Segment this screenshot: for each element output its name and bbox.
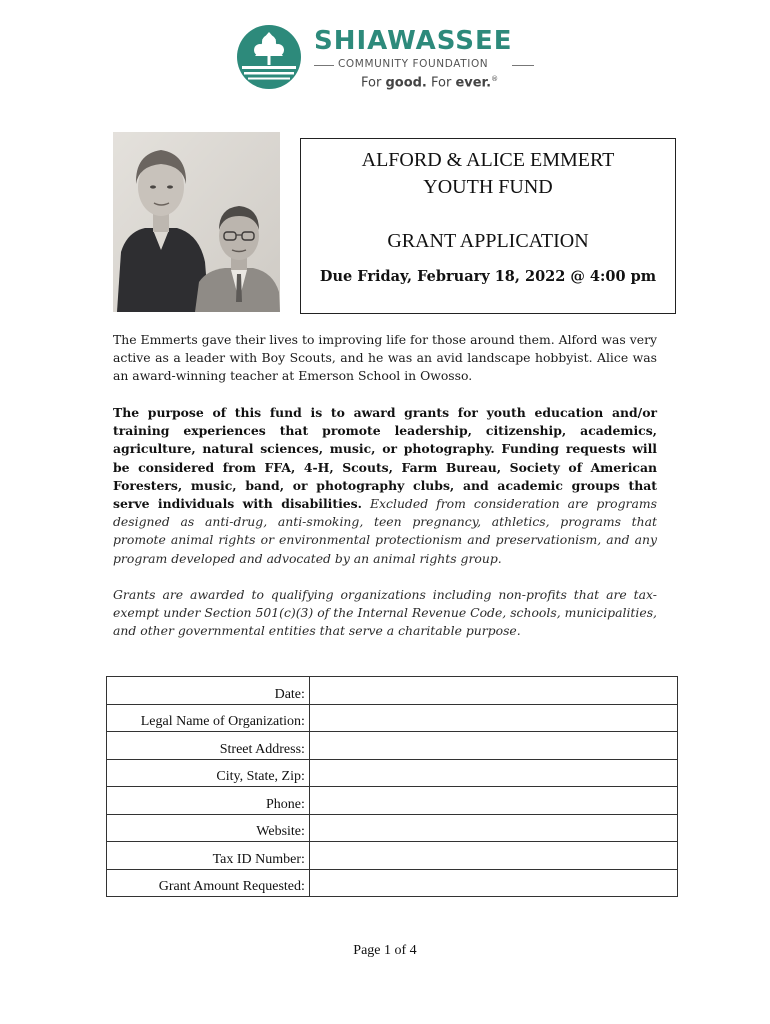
form-row-tax-id xyxy=(107,842,678,870)
form-label-tax-id: Tax ID Number: xyxy=(107,842,310,870)
phone-input[interactable] xyxy=(310,787,677,814)
legal-name-input[interactable] xyxy=(310,705,677,732)
street-address-input[interactable] xyxy=(310,732,677,759)
form-cell-grant-amount xyxy=(309,869,677,897)
form-label-street-address: Street Address: xyxy=(107,732,310,760)
emmert-portrait-photo xyxy=(113,132,280,312)
city-state-zip-input[interactable] xyxy=(310,760,677,787)
form-cell-website xyxy=(309,814,677,842)
logo-subtitle: COMMUNITY FOUNDATION xyxy=(338,58,489,70)
grant-amount-input[interactable] xyxy=(310,870,677,897)
form-row-city-state-zip xyxy=(107,759,678,787)
tax-id-input[interactable] xyxy=(310,842,677,869)
eligibility-paragraph: Grants are awarded to qualifying organizations including non-profits that are tax-exempt under Section 501(c)(3) of the Internal Revenue Code, schools, municipalities, and other governmental entities that serve a charitable purpose. xyxy=(113,587,657,639)
logo-name: SHIAWASSEE xyxy=(314,26,513,56)
form-cell-city-state-zip xyxy=(309,759,677,787)
logo-rule-left xyxy=(314,65,334,66)
form-row-legal-name xyxy=(107,704,678,732)
form-label-grant-amount: Grant Amount Requested: xyxy=(107,869,310,897)
purpose-paragraph xyxy=(113,404,657,568)
form-row-grant-amount xyxy=(107,869,678,897)
fund-name-line-2: YOUTH FUND xyxy=(423,176,553,198)
logo-tagline xyxy=(361,75,498,90)
tagline-ever: ever. xyxy=(455,75,492,91)
due-date: Due Friday, February 18, 2022 @ 4:00 pm xyxy=(319,268,657,285)
form-cell-phone xyxy=(309,787,677,815)
form-label-legal-name: Legal Name of Organization: xyxy=(107,704,310,732)
form-cell-street-address xyxy=(309,732,677,760)
website-input[interactable] xyxy=(310,815,677,842)
form-row-phone xyxy=(107,787,678,815)
tagline-good: good. xyxy=(385,75,427,91)
form-row-date xyxy=(107,677,678,705)
form-row-street-address xyxy=(107,732,678,760)
form-label-website: Website: xyxy=(107,814,310,842)
form-body xyxy=(107,677,678,897)
exclusions-statement: Excluded from consideration are programs designed as anti-drug, anti-smoking, teen pregnancy, athletics, programs that promote animal rights or environmental protectionism and preservationism, and any program developed and advocated by an animal rights group. xyxy=(113,496,657,566)
foundation-logo xyxy=(236,24,546,96)
form-row-website xyxy=(107,814,678,842)
grant-application-title: GRANT APPLICATION xyxy=(387,230,589,252)
form-cell-tax-id xyxy=(309,842,677,870)
form-label-date: Date: xyxy=(107,677,310,705)
form-label-phone: Phone: xyxy=(107,787,310,815)
tagline-prefix: For xyxy=(361,75,386,91)
title-box xyxy=(300,138,676,314)
tagline-registered-mark: ® xyxy=(491,75,499,83)
purpose-statement: The purpose of this fund is to award grants for youth education and/or training experiences that promote leadership, citizenship, academics, agriculture, natural sciences, music, or photography. Funding requests will be considered from FFA, 4-H, Scouts, Farm Bureau, Society of American Foresters, music, band, or photography clubs, and academic groups that serve individuals with disabilities. xyxy=(113,405,657,512)
fund-name-line-1: ALFORD & ALICE EMMERT xyxy=(361,149,615,171)
page-number: Page 1 of 4 xyxy=(353,943,417,958)
form-cell-date xyxy=(309,677,677,705)
date-input[interactable] xyxy=(310,677,677,704)
form-label-city-state-zip: City, State, Zip: xyxy=(107,759,310,787)
form-cell-legal-name xyxy=(309,704,677,732)
logo-rule-right xyxy=(512,65,534,66)
application-form-table xyxy=(106,676,678,897)
tagline-middle: For xyxy=(426,75,456,91)
logo-subtitle-row xyxy=(314,58,534,72)
intro-paragraph: The Emmerts gave their lives to improving life for those around them. Alford was very active as a leader with Boy Scouts, and he was an avid landscape hobbyist. Alice was an award-winning teacher at Emerson School in Owosso. xyxy=(113,332,657,384)
tree-logo-icon xyxy=(236,24,302,90)
vintage-portrait-photo-icon xyxy=(113,132,280,312)
